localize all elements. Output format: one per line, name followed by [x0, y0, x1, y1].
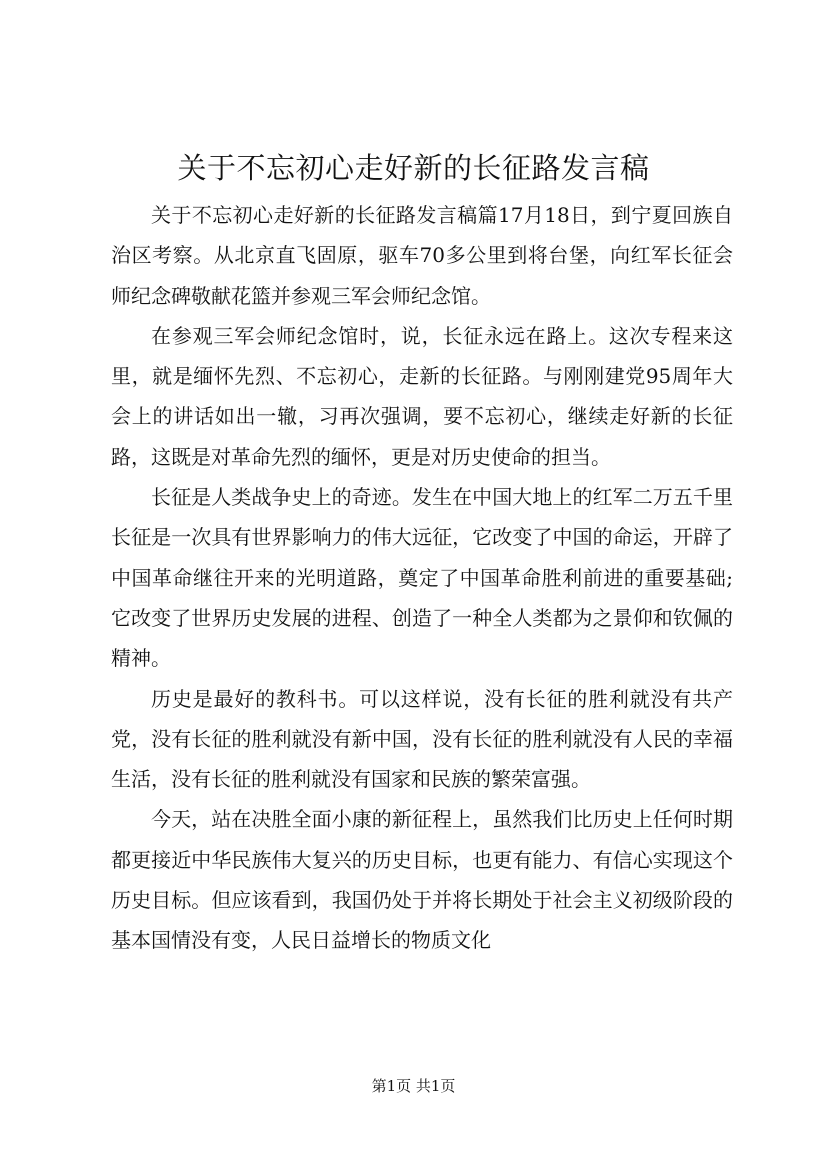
- paragraph-2: 在参观三军会师纪念馆时，说，长征永远在路上。这次专程来这里，就是缅怀先烈、不忘初心，走新的长征路。与刚刚建党95周年大会上的讲话如出一辙，习再次强调，要不忘初心，继续走好新的长征路，这既是对革命先烈的缅怀，更是对历史使命的担当。: [111, 323, 733, 469]
- document-title: 关于不忘初心走好新的长征路发言稿: [177, 151, 650, 185]
- paragraph-3: 长征是人类战争史上的奇迹。发生在中国大地上的红军二万五千里长征是一次具有世界影响力的伟大远征，它改变了中国的命运，开辟了中国革命继往开来的光明道路，奠定了中国革命胜利前进的重要基础;它改变了世界历史发展的进程、创造了一种全人类都为之景仰和钦佩的精神。: [111, 485, 733, 671]
- paragraph-4: 历史是最好的教科书。可以这样说，没有长征的胜利就没有共产党，没有长征的胜利就没有新中国，没有长征的胜利就没有人民的幸福生活，没有长征的胜利就没有国家和民族的繁荣富强。: [111, 686, 733, 792]
- paragraph-1: 关于不忘初心走好新的长征路发言稿篇17月18日，到宁夏回族自治区考察。从北京直飞固原，驱车70多公里到将台堡，向红军长征会师纪念碑敬献花篮并参观三军会师纪念馆。: [111, 203, 733, 308]
- page-footer: 第1页 共1页: [371, 1077, 456, 1095]
- paragraph-5: 今天，站在决胜全面小康的新征程上，虽然我们比历史上任何时期都更接近中华民族伟大复兴的历史目标，也更有能力、有信心实现这个历史目标。但应该看到，我国仍处于并将长期处于社会主义初级阶段的基本国情没有变，人民日益增长的物质文化: [111, 807, 733, 953]
- document-body: [111, 195, 733, 961]
